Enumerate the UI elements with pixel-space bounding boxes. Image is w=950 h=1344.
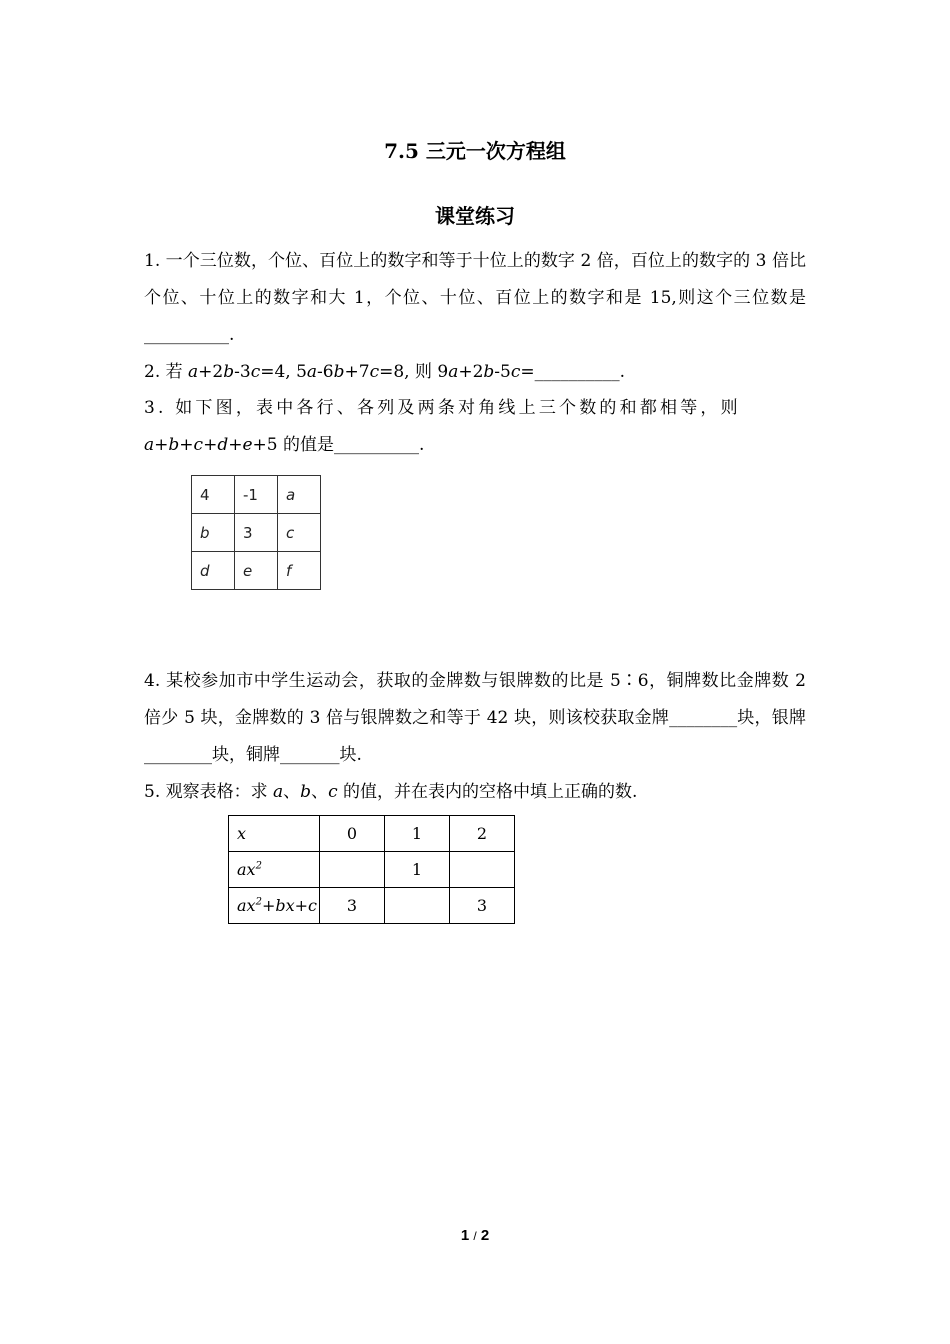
table-row	[229, 816, 515, 852]
observation-table	[228, 815, 515, 924]
table-cell	[450, 852, 515, 888]
table-cell	[385, 888, 450, 924]
question-5-prefix: 5. 观察表格：求	[144, 782, 274, 802]
table-header-cell: x	[229, 816, 320, 852]
table-row	[229, 888, 515, 924]
grid-cell: 4	[192, 476, 235, 514]
table-cell: 3	[450, 888, 515, 924]
question-3-line2: a+b+c+d+e+5 的值是__________.	[144, 435, 425, 455]
magic-square-grid	[191, 475, 321, 590]
table-row	[229, 852, 515, 888]
question-2: 2. 若 a+2b-3c=4, 5a-6b+7c=8, 则 9a+2b-5c=__________.	[144, 362, 626, 382]
table-header-cell: $ax^2+bx+c$	[229, 888, 320, 924]
page-number	[0, 1227, 950, 1244]
grid-cell: c	[278, 514, 321, 552]
page-separator: /	[473, 1229, 477, 1243]
table-cell: 1	[385, 852, 450, 888]
grid-cell: d	[192, 552, 235, 590]
section-title: 课堂练习	[435, 204, 515, 228]
grid-row	[192, 476, 321, 514]
grid-cell: 3	[235, 514, 278, 552]
question-3-line1: 3. 如下图，表中各行、各列及两条对角线上三个数的和都相等，则	[144, 398, 741, 418]
question-1: 1. 一个三位数，个位、百位上的数字和等于十位上的数字 2 倍，百位上的数字的 3 倍比个位、十位上的数字和大 1，个位、十位、百位上的数字和是 15,则这个三位数是__________.	[144, 251, 806, 345]
grid-cell: e	[235, 552, 278, 590]
table-cell: 2	[450, 816, 515, 852]
table-header-cell: $ax^2$	[229, 852, 320, 888]
question-4: 4. 某校参加市中学生运动会，获取的金牌数与银牌数的比是 5∶6，铜牌数比金牌数 2 倍少 5 块，金牌数的 3 倍与银牌数之和等于 42 块，则该校获取金牌________块，银牌________块，铜牌_______块.	[144, 671, 806, 765]
table-cell: 0	[320, 816, 385, 852]
grid-cell: f	[278, 552, 321, 590]
worksheet-title: 7.5 三元一次方程组	[384, 139, 566, 163]
table-cell: 1	[385, 816, 450, 852]
grid-cell: b	[192, 514, 235, 552]
table-cell	[320, 852, 385, 888]
question-5: 5. 观察表格：求 a、b、c 的值，并在表内的空格中填上正确的数.	[144, 782, 638, 802]
page-total: 2	[480, 1227, 490, 1244]
grid-row	[192, 514, 321, 552]
grid-cell: -1	[235, 476, 278, 514]
grid-cell: a	[278, 476, 321, 514]
question-2-prefix: 2. 若	[144, 362, 189, 382]
question-2-suffix: =__________.	[520, 362, 626, 382]
grid-row	[192, 552, 321, 590]
page-current: 1	[460, 1227, 470, 1244]
table-cell: 3	[320, 888, 385, 924]
question-3-suffix: +5 的值是__________.	[252, 435, 425, 455]
question-5-suffix: 的值，并在表内的空格中填上正确的数.	[337, 782, 638, 802]
